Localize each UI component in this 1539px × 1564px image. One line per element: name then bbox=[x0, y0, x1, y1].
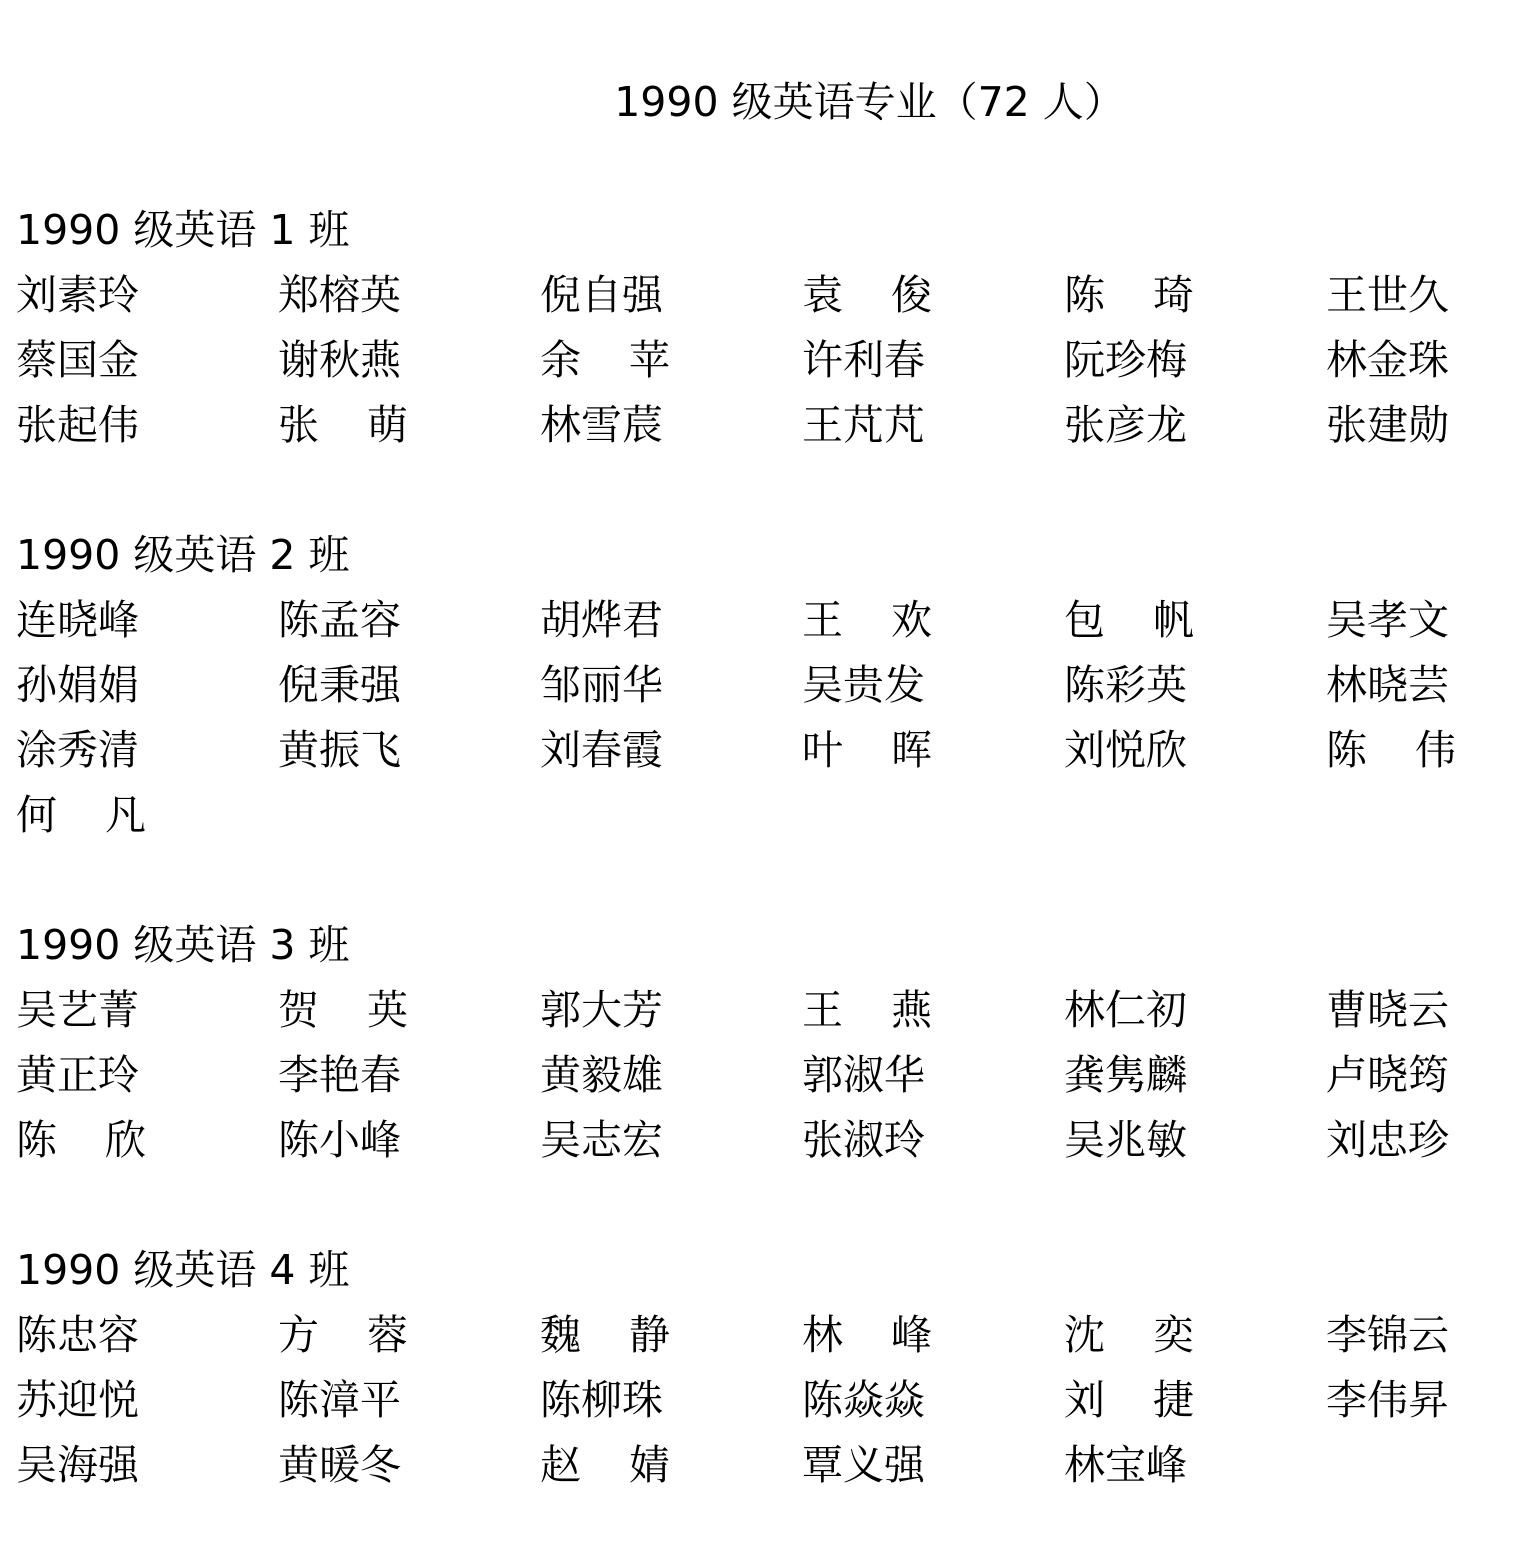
student-name: 魏 静 bbox=[540, 1311, 670, 1359]
student-name: 吴海强 bbox=[16, 1441, 139, 1489]
student-name: 覃义强 bbox=[802, 1441, 925, 1489]
student-list bbox=[16, 263, 1516, 458]
student-name: 刘忠珍 bbox=[1326, 1116, 1449, 1164]
student-name: 陈彩英 bbox=[1064, 661, 1187, 709]
student-name: 陈漳平 bbox=[278, 1376, 401, 1424]
class-section-1 bbox=[16, 198, 1516, 458]
student-name: 蔡国金 bbox=[16, 336, 139, 384]
student-name: 陈 伟 bbox=[1326, 726, 1456, 774]
class-heading: 1990 级英语 4 班 bbox=[16, 1246, 350, 1294]
student-list bbox=[16, 588, 1516, 848]
student-name: 陈孟容 bbox=[278, 596, 401, 644]
student-name: 吴贵发 bbox=[802, 661, 925, 709]
student-name: 邹丽华 bbox=[540, 661, 663, 709]
student-name: 孙娟娟 bbox=[16, 661, 139, 709]
student-name: 黄振飞 bbox=[278, 726, 401, 774]
student-name: 林 峰 bbox=[802, 1311, 932, 1359]
student-list bbox=[16, 978, 1516, 1173]
student-name: 张淑玲 bbox=[802, 1116, 925, 1164]
student-name: 吴兆敏 bbox=[1064, 1116, 1187, 1164]
student-name: 卢晓筠 bbox=[1326, 1051, 1449, 1099]
student-name: 张建勋 bbox=[1326, 401, 1449, 449]
student-name: 陈小峰 bbox=[278, 1116, 401, 1164]
class-section-3 bbox=[16, 913, 1516, 1173]
class-heading: 1990 级英语 2 班 bbox=[16, 531, 350, 579]
student-name: 何 凡 bbox=[16, 791, 146, 839]
student-name: 吴艺菁 bbox=[16, 986, 139, 1034]
student-name: 黄正玲 bbox=[16, 1051, 139, 1099]
student-name: 包 帆 bbox=[1064, 596, 1194, 644]
student-name: 陈忠容 bbox=[16, 1311, 139, 1359]
student-name: 刘春霞 bbox=[540, 726, 663, 774]
class-heading: 1990 级英语 3 班 bbox=[16, 921, 350, 969]
class-section-4 bbox=[16, 1238, 1516, 1498]
student-name: 王 欢 bbox=[802, 596, 932, 644]
student-name: 陈 欣 bbox=[16, 1116, 146, 1164]
student-list bbox=[16, 1303, 1516, 1498]
student-name: 黄毅雄 bbox=[540, 1051, 663, 1099]
student-name: 袁 俊 bbox=[802, 271, 932, 319]
student-name: 张起伟 bbox=[16, 401, 139, 449]
student-name: 刘悦欣 bbox=[1064, 726, 1187, 774]
student-name: 林金珠 bbox=[1326, 336, 1449, 384]
student-name: 李锦云 bbox=[1326, 1311, 1449, 1359]
student-name: 陈 琦 bbox=[1064, 271, 1194, 319]
student-name: 沈 奕 bbox=[1064, 1311, 1194, 1359]
student-name: 黄暖冬 bbox=[278, 1441, 401, 1489]
student-name: 曹晓云 bbox=[1326, 986, 1449, 1034]
student-name: 赵 婧 bbox=[540, 1441, 670, 1489]
student-name: 余 苹 bbox=[540, 336, 670, 384]
page-title: 1990 级英语专业（72 人） bbox=[614, 78, 1125, 126]
student-name: 陈焱焱 bbox=[802, 1376, 925, 1424]
student-name: 陈柳珠 bbox=[540, 1376, 663, 1424]
student-name: 方 蓉 bbox=[278, 1311, 408, 1359]
student-name: 王芃芃 bbox=[802, 401, 925, 449]
student-name: 李伟昇 bbox=[1326, 1376, 1449, 1424]
student-name: 林雪莀 bbox=[540, 401, 663, 449]
student-name: 李艳春 bbox=[278, 1051, 401, 1099]
student-name: 刘 捷 bbox=[1064, 1376, 1194, 1424]
student-name: 许利春 bbox=[802, 336, 925, 384]
student-name: 苏迎悦 bbox=[16, 1376, 139, 1424]
student-name: 倪自强 bbox=[540, 271, 663, 319]
student-name: 龚隽麟 bbox=[1064, 1051, 1187, 1099]
student-name: 刘素玲 bbox=[16, 271, 139, 319]
student-name: 倪秉强 bbox=[278, 661, 401, 709]
student-name: 张 萌 bbox=[278, 401, 408, 449]
student-name: 涂秀清 bbox=[16, 726, 139, 774]
class-heading: 1990 级英语 1 班 bbox=[16, 206, 350, 254]
student-name: 郭淑华 bbox=[802, 1051, 925, 1099]
student-name: 阮珍梅 bbox=[1064, 336, 1187, 384]
student-name: 叶 晖 bbox=[802, 726, 932, 774]
student-name: 谢秋燕 bbox=[278, 336, 401, 384]
student-name: 王 燕 bbox=[802, 986, 932, 1034]
student-name: 林晓芸 bbox=[1326, 661, 1449, 709]
student-name: 胡烨君 bbox=[540, 596, 663, 644]
student-name: 张彦龙 bbox=[1064, 401, 1187, 449]
class-section-2 bbox=[16, 523, 1516, 848]
student-name: 郭大芳 bbox=[540, 986, 663, 1034]
student-name: 林宝峰 bbox=[1064, 1441, 1187, 1489]
student-name: 林仁初 bbox=[1064, 986, 1187, 1034]
student-name: 王世久 bbox=[1326, 271, 1449, 319]
student-name: 郑榕英 bbox=[278, 271, 401, 319]
student-name: 连晓峰 bbox=[16, 596, 139, 644]
student-name: 贺 英 bbox=[278, 986, 408, 1034]
student-name: 吴孝文 bbox=[1326, 596, 1449, 644]
student-name: 吴志宏 bbox=[540, 1116, 663, 1164]
